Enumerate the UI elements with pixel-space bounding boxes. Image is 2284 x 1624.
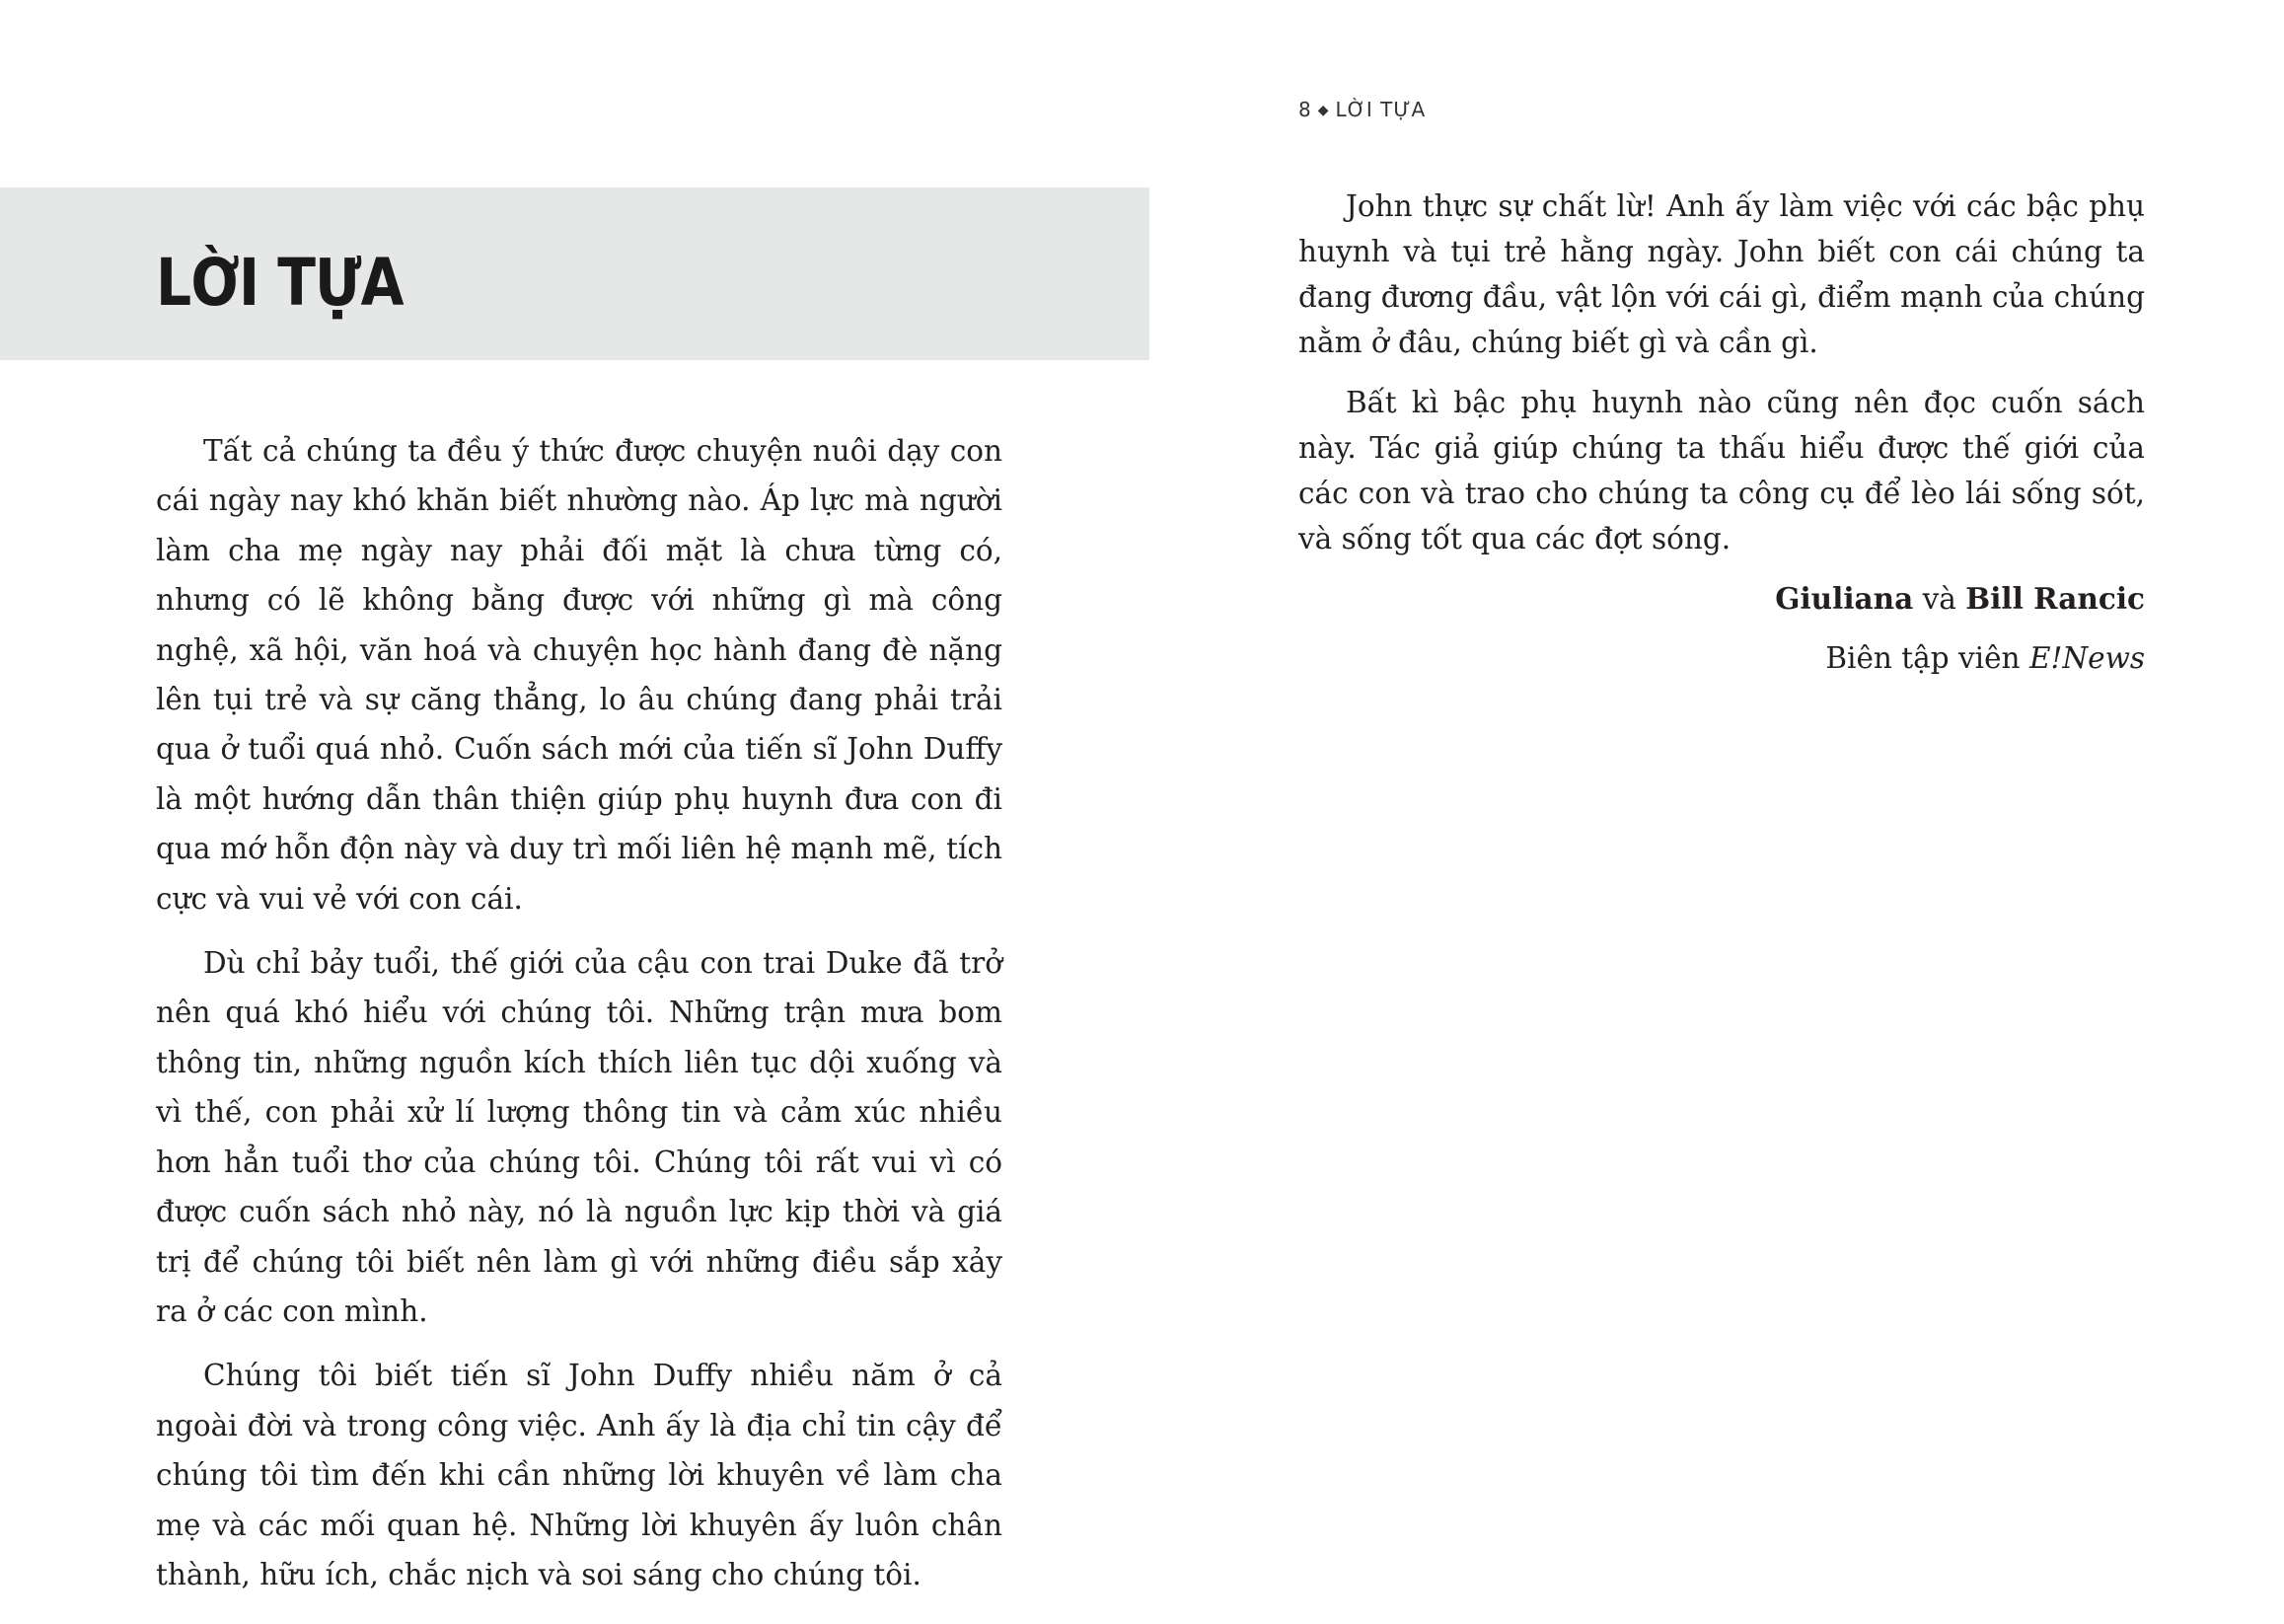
chapter-title: LỜI TỰA: [156, 245, 404, 321]
signature-name-1: Giuliana: [1775, 581, 1914, 616]
running-head: [1298, 98, 1426, 121]
right-body-text: [1298, 184, 2145, 681]
signature-role: [1298, 635, 2145, 681]
signature-conjunction: và: [1922, 582, 1956, 616]
paragraph: Chúng tôi biết tiến sĩ John Duffy nhiều năm ở cả ngoài đời và trong công việc. Anh ấy là địa chỉ tin cậy để chúng tôi tìm đến khi cần những lời khuyên về làm cha mẹ và các mối quan hệ. Những lời khuyên ấy luôn chân thành, hữu ích, chắc nịch và soi sáng cho chúng tôi.: [156, 1359, 1002, 1591]
diamond-separator-icon: ◆: [1317, 103, 1330, 118]
page-number: 8: [1298, 98, 1312, 121]
left-body-text: [156, 426, 1002, 1614]
signature-publication: E!News: [2028, 641, 2145, 675]
paragraph: Tất cả chúng ta đều ý thức được chuyện nuôi dạy con cái ngày nay khó khăn biết nhường nào. Áp lực mà người làm cha mẹ ngày nay phải đối mặt là chưa từng có, nhưng có lẽ không bằng được với những gì mà công nghệ, xã hội, văn hoá và chuyện học hành đang đè nặng lên tụi trẻ và sự căng thẳng, lo âu chúng đang phải trải qua ở tuổi quá nhỏ. Cuốn sách mới của tiến sĩ John Duffy là một hướng dẫn thân thiện giúp phụ huynh đưa con đi qua mớ hỗn độn này và duy trì mối liên hệ mạnh mẽ, tích cực và vui vẻ với con cái.: [156, 434, 1002, 916]
paragraph: Dù chỉ bảy tuổi, thế giới của cậu con trai Duke đã trở nên quá khó hiểu với chúng tôi. Những trận mưa bom thông tin, những nguồn kích thích liên tục dội xuống và vì thế, con phải xử lí lượng thông tin và cảm xúc nhiều hơn hẳn tuổi thơ của chúng tôi. Chúng tôi rất vui vì có được cuốn sách nhỏ này, nó là nguồn lực kịp thời và giá trị để chúng tôi biết nên làm gì với những điều sắp xảy ra ở các con mình.: [156, 946, 1002, 1328]
signature-name-2: Bill Rancic: [1965, 581, 2145, 616]
signature-names: [1298, 576, 2145, 622]
signature-role-prefix: Biên tập viên: [1825, 641, 2021, 675]
paragraph: Bất kì bậc phụ huynh nào cũng nên đọc cuốn sách này. Tác giả giúp chúng ta thấu hiểu được thế giới của các con và trao cho chúng ta công cụ để lèo lái sống sót, và sống tốt qua các đợt sóng.: [1298, 386, 2145, 555]
paragraph: John thực sự chất lừ! Anh ấy làm việc với các bậc phụ huynh và tụi trẻ hằng ngày. John biết con cái chúng ta đang đương đầu, vật lộn với cái gì, điểm mạnh của chúng nằm ở đâu, chúng biết gì và cần gì.: [1298, 189, 2145, 359]
running-head-section: LỜI TỰA: [1335, 98, 1427, 121]
